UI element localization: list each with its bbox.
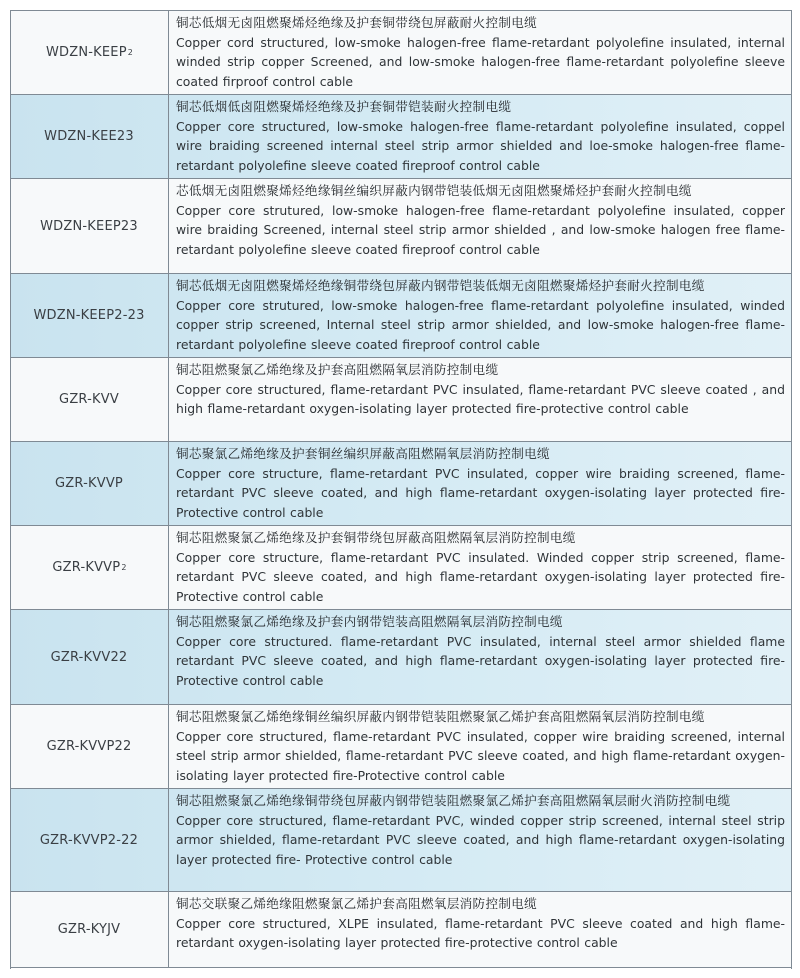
description-english: Copper core structured, flame-retardant PVC, winded copper strip screened, internal steel strip armor shielded, flame-retardant PVC sleeve coated, and high flame-retardant oxygen-isolating layer protected fire- Protective control cable xyxy=(176,812,785,867)
description-english: Copper core structured, XLPE insulated, flame-retardant PVC sleeve coated and high flame-retardant oxygen-isolating layer protected fire-protective control cable xyxy=(176,915,785,950)
description-english: Copper cord structured, low-smoke halogen-free flame-retardant polyolefine insulated, internal winded strip copper Screened, and low-smoke halogen-free flame-retardant polyolefine sleeve coated firproof control cable xyxy=(176,34,785,89)
description-chinese: 铜芯聚氯乙烯绝缘及护套铜丝编织屏蔽高阻燃隔氧层消防控制电缆 xyxy=(176,446,550,461)
table-row xyxy=(11,705,791,789)
description-cell xyxy=(169,11,791,94)
model-code: GZR-KVVP 2 xyxy=(11,526,169,609)
model-code: GZR-KVVP xyxy=(11,442,169,525)
description-cell xyxy=(169,610,791,704)
description-chinese: 铜芯低烟低卤阻燃聚烯烃绝缘及护套铜带铠装耐火控制电缆 xyxy=(176,99,512,114)
model-code: GZR-KVV xyxy=(11,358,169,441)
description-chinese: 铜芯阻燃聚氯乙烯绝缘及护套高阻燃隔氧层消防控制电缆 xyxy=(176,362,499,377)
model-code: GZR-KVV22 xyxy=(11,610,169,704)
description-cell xyxy=(169,179,791,273)
description-chinese: 铜芯低烟无卤阻燃聚烯烃绝缘及护套铜带绕包屏蔽耐火控制电缆 xyxy=(176,15,538,30)
description-cell xyxy=(169,442,791,525)
model-code: GZR-KYJV xyxy=(11,892,169,967)
description-english: Copper core strutured, low-smoke halogen-free flame-retardant polyolefine insulated, winded copper strip screened, Internal steel strip armor shielded, and low-smoke halogen-free flame-retardant polyolefine sleeve coated fireproof control cable xyxy=(176,297,785,352)
table-row xyxy=(11,358,791,442)
model-code: GZR-KVVP2-22 xyxy=(11,789,169,891)
table-row xyxy=(11,179,791,274)
table-row xyxy=(11,526,791,610)
table-row xyxy=(11,95,791,179)
description-cell xyxy=(169,705,791,788)
description-chinese: 铜芯阻燃聚氯乙烯绝缘及护套内钢带铠装高阻燃隔氧层消防控制电缆 xyxy=(176,614,563,629)
table-row xyxy=(11,274,791,358)
model-superscript: 2 xyxy=(127,48,134,57)
table-row xyxy=(11,442,791,526)
model-code: WDZN-KEEP23 xyxy=(11,179,169,273)
description-chinese: 铜芯阻燃聚氯乙烯绝缘铜丝编织屏蔽内钢带铠装阻燃聚氯乙烯护套高阻燃隔氧层消防控制电缆 xyxy=(176,709,705,724)
description-chinese: 铜芯交联聚乙烯绝缘阻燃聚氯乙烯护套高阻燃氧层消防控制电缆 xyxy=(176,896,538,911)
model-code: WDZN-KEEP2-23 xyxy=(11,274,169,357)
table-row xyxy=(11,610,791,705)
description-english: Copper core structure, flame-retardant PVC insulated. Winded copper strip screened, flame-retardant PVC sleeve coated, and high flame-retardant oxygen-isolating layer protected fire-Protective control cable xyxy=(176,549,785,604)
table-row xyxy=(11,11,791,95)
description-cell xyxy=(169,274,791,357)
model-superscript: 2 xyxy=(121,563,127,572)
cable-spec-table xyxy=(10,10,792,969)
description-cell xyxy=(169,358,791,441)
model-code: GZR-KVVP22 xyxy=(11,705,169,788)
description-english: Copper core strutured, low-smoke halogen-free flame-retardant polyolefine insulated, copper wire braiding Screened, internal steel strip armor shielded , and low-smoke halogen free flame-retardant polyolefine sleeve coated fireproof control cable xyxy=(176,202,785,257)
description-chinese: 铜芯阻燃聚氯乙烯绝缘及护套铜带绕包屏蔽高阻燃隔氧层消防控制电缆 xyxy=(176,530,576,545)
description-english: Copper core structured. flame-retardant PVC insulated, internal steel armor shielded flame retardant PVC sleeve coated, and high flame-retardant oxygen-isolating layer protected fire-Protective control cable xyxy=(176,633,785,688)
table-row xyxy=(11,789,791,892)
description-chinese: 芯低烟无卤阻燃聚烯烃绝缘铜丝编织屏蔽内钢带铠装低烟无卤阻燃聚烯烃护套耐火控制电缆 xyxy=(176,183,692,198)
description-chinese: 铜芯阻燃聚氯乙烯绝缘铜带绕包屏蔽内钢带铠装阻燃聚氯乙烯护套高阻燃隔氧层耐火消防控制电缆 xyxy=(176,793,731,808)
model-code: WDZN-KEEP 2 xyxy=(11,11,169,94)
description-english: Copper core structured, flame-retardant PVC insulated, flame-retardant PVC sleeve coated , and high flame-retardant oxygen-isolating layer protected fire-protective control cable xyxy=(176,381,785,416)
description-english: Copper core structured, flame-retardant PVC insulated, copper wire braiding screened, internal steel strip armor shielded, flame-retardant PVC sleeve coated, and high flame-retardant oxygen-isolating layer protected fire-Protective control cable xyxy=(176,728,785,783)
model-code: WDZN-KEE23 xyxy=(11,95,169,178)
description-chinese: 铜芯低烟无卤阻燃聚烯烃绝缘铜带绕包屏蔽内钢带铠装低烟无卤阻燃聚烯烃护套耐火控制电缆 xyxy=(176,278,705,293)
table-row xyxy=(11,892,791,968)
description-cell xyxy=(169,892,791,967)
description-english: Copper core structured, low-smoke halogen-free flame-retardant polyolefine insulated, coppel wire braiding screened internal steel strip armor shielded and loe-smoke halogen-free flame-retardant polyolefine sleeve coated fireproof control cable xyxy=(176,118,785,173)
description-cell xyxy=(169,95,791,178)
description-english: Copper core structure, flame-retardant PVC insulated, copper wire braiding screened, flame-retardant PVC sleeve coated, and high flame-retardant oxygen-isolating layer protected fire-Protective control cable xyxy=(176,465,785,520)
description-cell xyxy=(169,526,791,609)
description-cell xyxy=(169,789,791,891)
